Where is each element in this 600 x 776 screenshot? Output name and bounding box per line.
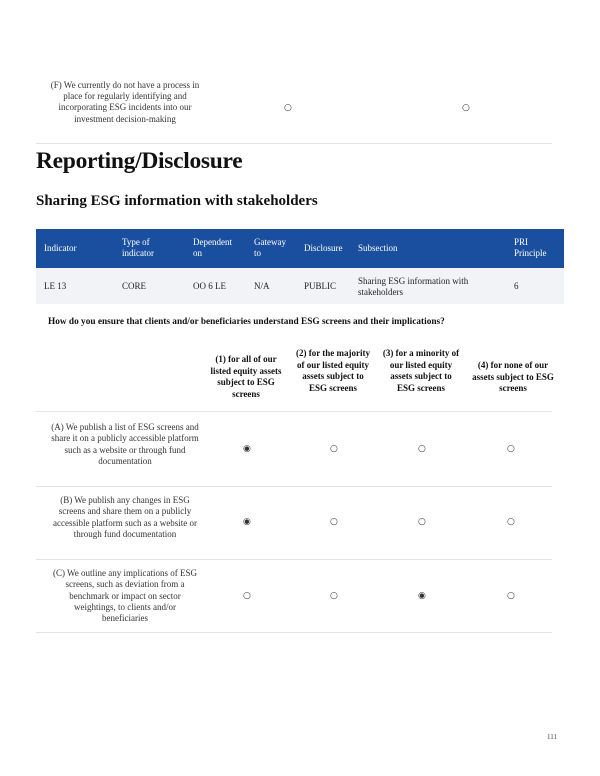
cell-dependent: OO 6 LE — [193, 281, 226, 291]
section-title: Reporting/Disclosure — [36, 148, 243, 174]
cell-indicator: LE 13 — [44, 281, 67, 291]
page-number: 111 — [547, 733, 557, 741]
option-c-radio-3[interactable]: ◉ — [418, 591, 426, 601]
column-header-3: (3) for a minority of our listed equity assets subject to ESG screens — [382, 348, 460, 393]
option-f-radio-2[interactable]: ○ — [462, 103, 470, 113]
option-c-radio-1[interactable]: ○ — [243, 591, 251, 601]
indicator-table-row — [36, 268, 564, 304]
divider — [36, 632, 552, 633]
cell-type: CORE — [122, 281, 147, 291]
option-c-radio-4[interactable]: ○ — [507, 591, 515, 601]
option-b-radio-2[interactable]: ○ — [330, 517, 338, 527]
option-a-radio-2[interactable]: ○ — [330, 444, 338, 454]
divider — [36, 143, 552, 144]
option-c-text: (C) We outline any implications of ESG screens, such as deviation from a benchmark or impact on sector weightings, to clients and/or beneficiaries — [52, 568, 198, 624]
divider — [36, 486, 552, 487]
divider — [36, 411, 552, 412]
option-a-text: (A) We publish a list of ESG screens and share it on a publicly accessible platform such as a website or through fund documentation — [51, 422, 199, 466]
option-a-radio-1[interactable]: ◉ — [243, 444, 251, 454]
header-indicator: Indicator — [44, 243, 77, 253]
question-text: How do you ensure that clients and/or beneficiaries understand ESG screens and their implications? — [48, 317, 445, 327]
option-a-radio-3[interactable]: ○ — [418, 444, 426, 454]
header-type: Type of indicator — [122, 237, 154, 258]
option-a-radio-4[interactable]: ○ — [507, 444, 515, 454]
cell-subsection: Sharing ESG information with stakeholders — [358, 276, 469, 297]
header-pri: PRI Principle — [514, 237, 547, 258]
option-b-radio-1[interactable]: ◉ — [243, 517, 251, 527]
option-b-radio-3[interactable]: ○ — [418, 517, 426, 527]
cell-pri: 6 — [514, 281, 519, 291]
cell-disclosure: PUBLIC — [304, 281, 337, 291]
divider — [36, 559, 552, 560]
option-b-radio-4[interactable]: ○ — [507, 517, 515, 527]
header-disclosure: Disclosure — [304, 243, 343, 253]
option-c-radio-2[interactable]: ○ — [330, 591, 338, 601]
subsection-title: Sharing ESG information with stakeholders — [36, 193, 318, 209]
column-header-1: (1) for all of our listed equity assets subject to ESG screens — [210, 354, 282, 399]
option-b-text: (B) We publish any changes in ESG screens and share them on a publicly accessible platform such as a website or through fund documentation — [53, 495, 197, 539]
cell-gateway: N/A — [254, 281, 270, 291]
header-gateway: Gateway to — [254, 237, 286, 258]
header-dependent: Dependent on — [193, 237, 232, 258]
column-header-2: (2) for the majority of our listed equity assets subject to ESG screens — [295, 348, 371, 393]
column-header-4: (4) for none of our assets subject to ESG screens — [472, 360, 554, 393]
option-f-text: (F) We currently do not have a process in place for regularly identifying and incorporating ESG incidents into our investment decision-making — [50, 80, 200, 124]
header-subsection: Subsection — [358, 243, 398, 253]
option-f-radio-1[interactable]: ○ — [284, 103, 292, 113]
indicator-table-header — [36, 229, 564, 268]
